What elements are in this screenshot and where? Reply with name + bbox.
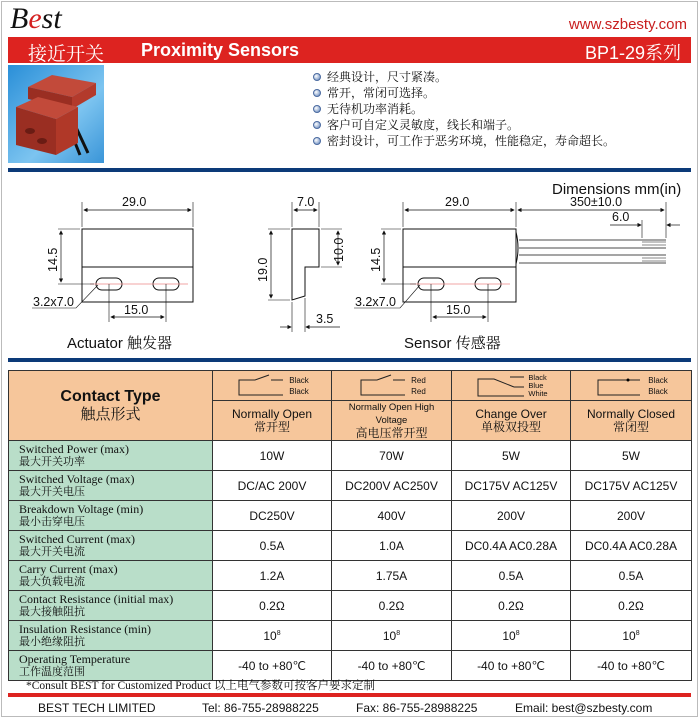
table-cell: $10^8$ [571, 621, 692, 651]
sensor-label: Sensor 传感器 [404, 335, 501, 352]
feature-item: 密封设计，可工作于恶劣环境，性能稳定，寿命超长。 [313, 133, 615, 149]
bullet-icon [313, 105, 321, 113]
table-cell: 1.0A [332, 531, 452, 561]
table-cell: -40 to +80℃ [571, 651, 692, 681]
table-cell: DC175V AC125V [571, 471, 692, 501]
dim-sensor-height: 14.5 [369, 247, 383, 272]
contact-type-name: Normally Closed 常闭型 [571, 401, 692, 441]
footer-fax: Fax: 86-755-28988225 [356, 701, 478, 715]
table-row [9, 621, 692, 651]
footer-tel: Tel: 86-755-28988225 [202, 701, 319, 715]
contact-type-name: Change Over 单极双投型 [452, 401, 571, 441]
dimensions-title: Dimensions mm(in) [552, 181, 682, 198]
best-logo: Best [10, 2, 62, 35]
wire-color: Black [289, 375, 309, 385]
table-cell: -40 to +80℃ [452, 651, 571, 681]
actuator-label: Actuator 触发器 [67, 335, 173, 352]
table-cell: 0.5A [213, 531, 332, 561]
feature-item: 经典设计，尺寸紧凑。 [313, 69, 615, 85]
bullet-icon [313, 121, 321, 129]
table-row [9, 441, 692, 471]
wire-color: Black [528, 372, 547, 382]
wire-color: Black [289, 386, 309, 396]
row-label: Contact Resistance (initial max) 最大接触阻抗 [9, 591, 213, 621]
contact-symbol-0 [213, 371, 332, 401]
dim-pitch: 15.0 [124, 303, 149, 317]
dimension-drawing [0, 172, 699, 358]
table-cell: 400V [332, 501, 452, 531]
dim-sensor-pitch: 15.0 [446, 303, 471, 317]
dim-width: 29.0 [122, 195, 147, 209]
contact-schematic-icon [235, 373, 287, 399]
row-label: Insulation Resistance (min) 最小绝缘阻抗 [9, 621, 213, 651]
contact-type-header: Contact Type 触点形式 [9, 371, 213, 441]
table-row [9, 651, 692, 681]
contact-type-name: Normally Open High Voltage 高电压常开型 [332, 401, 452, 441]
table-cell: 5W [571, 441, 692, 471]
row-label: Carry Current (max) 最大负载电流 [9, 561, 213, 591]
feature-list [313, 69, 615, 149]
table-cell: 0.2Ω [571, 591, 692, 621]
divider [8, 358, 691, 362]
dim-side-height: 19.0 [256, 257, 270, 282]
table-cell: 0.2Ω [452, 591, 571, 621]
bullet-icon [313, 89, 321, 97]
title-band [8, 37, 691, 63]
table-cell: 200V [452, 501, 571, 531]
bullet-icon [313, 137, 321, 145]
wire-color: White [528, 388, 548, 398]
footer-company: BEST TECH LIMITED [38, 701, 156, 715]
dim-hole: 3.2x7.0 [33, 295, 75, 309]
table-cell: 0.5A [452, 561, 571, 591]
actuator-outline [82, 229, 193, 302]
title-en: Proximity Sensors [141, 40, 300, 60]
sensor-outline [403, 229, 516, 302]
footnote: *Consult BEST for Customized Product 以上电气参数可按客户要求定制 [26, 680, 375, 692]
table-cell: $10^8$ [452, 621, 571, 651]
contact-symbol-1 [332, 371, 452, 401]
wire-color: Red [411, 375, 426, 385]
row-label: Switched Current (max) 最大开关电流 [9, 531, 213, 561]
table-cell: -40 to +80℃ [213, 651, 332, 681]
table-cell: 1.2A [213, 561, 332, 591]
contact-schematic-icon [357, 373, 409, 399]
table-row [9, 471, 692, 501]
dim-strip-length: 6.0 [612, 210, 630, 224]
table-cell: 10W [213, 441, 332, 471]
footer-email[interactable]: Email: best@szbesty.com [515, 701, 653, 715]
side-outline [292, 229, 319, 300]
contact-schematic-icon [594, 373, 646, 399]
row-label: Operating Temperature 工作温度范围 [9, 651, 213, 681]
dim-side-width: 7.0 [297, 195, 315, 209]
table-row [9, 531, 692, 561]
table-cell: DC250V [213, 501, 332, 531]
sensor-wires [519, 240, 666, 263]
table-cell: 1.75A [332, 561, 452, 591]
table-cell: DC200V AC250V [332, 471, 452, 501]
table-cell: 70W [332, 441, 452, 471]
series-name: BP1-29系列 [584, 43, 681, 63]
dim-sensor-hole: 3.2x7.0 [355, 295, 397, 309]
feature-item: 常开，常闭可选择。 [313, 85, 615, 101]
feature-item: 无待机功率消耗。 [313, 101, 615, 117]
table-cell: $10^8$ [332, 621, 452, 651]
table-cell: $10^8$ [213, 621, 332, 651]
table-cell: -40 to +80℃ [332, 651, 452, 681]
table-row [9, 501, 692, 531]
row-label: Breakdown Voltage (min) 最小击穿电压 [9, 501, 213, 531]
table-row [9, 591, 692, 621]
bullet-icon [313, 73, 321, 81]
dim-sensor-width: 29.0 [445, 195, 470, 209]
table-cell: DC0.4A AC0.28A [571, 531, 692, 561]
table-cell: 0.2Ω [332, 591, 452, 621]
table-cell: DC0.4A AC0.28A [452, 531, 571, 561]
contact-schematic-icon [474, 373, 526, 399]
contact-type-name: Normally Open 常开型 [213, 401, 332, 441]
row-label: Switched Voltage (max) 最大开关电压 [9, 471, 213, 501]
wire-color: Blue [528, 380, 544, 390]
table-cell: 200V [571, 501, 692, 531]
dim-side-lip: 3.5 [316, 312, 334, 326]
dim-wire-length: 350±10.0 [570, 195, 623, 209]
spec-table [8, 370, 692, 681]
table-cell: DC/AC 200V [213, 471, 332, 501]
wire-color: Black [648, 375, 668, 385]
title-cn: 接近开关 [28, 44, 105, 65]
dim-height: 14.5 [46, 247, 60, 272]
table-row [9, 561, 692, 591]
website-link[interactable]: www.szbesty.com [568, 16, 687, 33]
table-cell: 0.5A [571, 561, 692, 591]
table-cell: DC175V AC125V [452, 471, 571, 501]
product-photo [8, 65, 104, 163]
table-cell: 5W [452, 441, 571, 471]
wire-color: Black [648, 386, 668, 396]
table-cell: 0.2Ω [213, 591, 332, 621]
wire-color: Red [411, 386, 426, 396]
contact-symbol-2 [452, 371, 571, 401]
contact-symbol-3 [571, 371, 692, 401]
dim-side-step: 10.0 [332, 237, 346, 262]
footer-divider [8, 693, 691, 697]
feature-item: 客户可自定义灵敏度，线长和端子。 [313, 117, 615, 133]
row-label: Switched Power (max) 最大开关功率 [9, 441, 213, 471]
